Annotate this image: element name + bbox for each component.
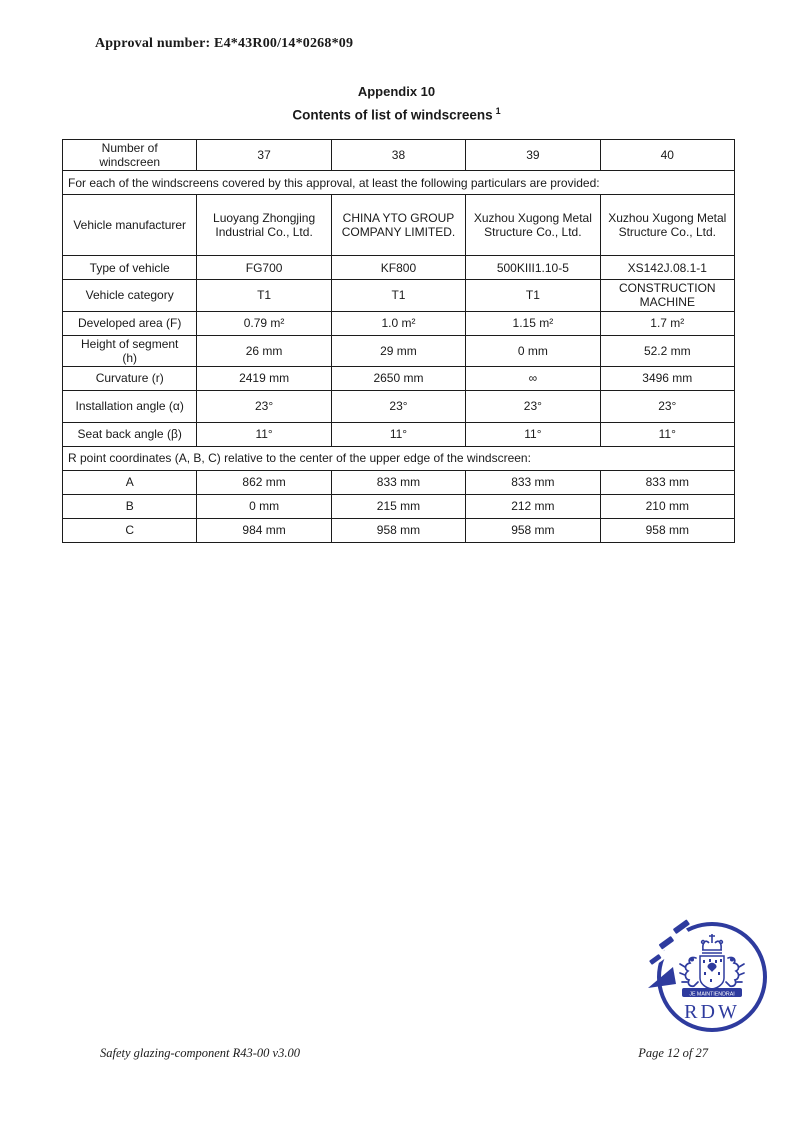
cell: 833 mm: [600, 470, 734, 494]
cell: 23°: [197, 390, 331, 422]
table-row: [63, 390, 735, 422]
row-label: Seat back angle (β): [63, 422, 197, 446]
table-row: [63, 256, 735, 280]
row-label: Curvature (r): [63, 366, 197, 390]
cell: 984 mm: [197, 518, 331, 542]
contents-title: [0, 106, 793, 123]
approval-number: Approval number: E4*43R00/14*0268*09: [95, 36, 354, 51]
row-label: C: [63, 518, 197, 542]
intro-text: For each of the windscreens covered by this approval, at least the following particulars are provided:: [63, 171, 735, 195]
cell: 11°: [466, 422, 600, 446]
table-row-header: [63, 140, 735, 171]
cell: 215 mm: [331, 494, 465, 518]
cell: 52.2 mm: [600, 335, 734, 366]
table-row-intro: [63, 171, 735, 195]
cell: 26 mm: [197, 335, 331, 366]
r-point-text: R point coordinates (A, B, C) relative to the center of the upper edge of the windscreen:: [63, 446, 735, 470]
cell: T1: [331, 280, 465, 311]
cell: 958 mm: [466, 518, 600, 542]
column-header: 38: [331, 140, 465, 171]
cell: 0.79 m²: [197, 311, 331, 335]
table-row: [63, 494, 735, 518]
cell: 23°: [466, 390, 600, 422]
cell: CHINA YTO GROUP COMPANY LIMITED.: [331, 195, 465, 256]
table-row: [63, 422, 735, 446]
cell: ∞: [466, 366, 600, 390]
table-row-rpoint: [63, 446, 735, 470]
row-label: Developed area (F): [63, 311, 197, 335]
cell: T1: [466, 280, 600, 311]
cell: 833 mm: [331, 470, 465, 494]
cell: 862 mm: [197, 470, 331, 494]
column-header: 39: [466, 140, 600, 171]
cell: 29 mm: [331, 335, 465, 366]
table-row: [63, 366, 735, 390]
cell: 833 mm: [466, 470, 600, 494]
cell: 0 mm: [197, 494, 331, 518]
table-row: [63, 195, 735, 256]
cell: 1.15 m²: [466, 311, 600, 335]
cell: 212 mm: [466, 494, 600, 518]
cell: T1: [197, 280, 331, 311]
footnote-marker: 1: [495, 106, 501, 116]
table-row: [63, 311, 735, 335]
table-row: [63, 518, 735, 542]
cell: 11°: [331, 422, 465, 446]
row-label: Type of vehicle: [63, 256, 197, 280]
cell: 11°: [197, 422, 331, 446]
row-label: Vehicle category: [63, 280, 197, 311]
appendix-title: Appendix 10: [357, 84, 436, 99]
windscreens-table: [62, 139, 735, 543]
cell: 2650 mm: [331, 366, 465, 390]
footer-document-id: Safety glazing-component R43-00 v3.00: [100, 1046, 300, 1060]
cell: 2419 mm: [197, 366, 331, 390]
row-label: Installation angle (α): [63, 390, 197, 422]
row-label: Vehicle manufacturer: [63, 195, 197, 256]
cell: Xuzhou Xugong Metal Structure Co., Ltd.: [600, 195, 734, 256]
cell: 958 mm: [331, 518, 465, 542]
cell: 11°: [600, 422, 734, 446]
rdw-logo: [646, 916, 778, 1038]
logo-wedge: [648, 967, 676, 988]
cell: 23°: [600, 390, 734, 422]
cell: XS142J.08.1-1: [600, 256, 734, 280]
cell: 210 mm: [600, 494, 734, 518]
cell: Xuzhou Xugong Metal Structure Co., Ltd.: [466, 195, 600, 256]
table-row: [63, 280, 735, 311]
cell: 958 mm: [600, 518, 734, 542]
row-label: B: [63, 494, 197, 518]
crown-icon: [702, 934, 723, 953]
row-label: Number of windscreen: [63, 140, 197, 171]
motto-text: JE MAINTIENDRAI: [689, 991, 735, 998]
column-header: 40: [600, 140, 734, 171]
cell: KF800: [331, 256, 465, 280]
lion-left-icon: [680, 957, 698, 986]
cell: Luoyang Zhongjing Industrial Co., Ltd.: [197, 195, 331, 256]
lion-right-icon: [726, 957, 744, 986]
cell: 23°: [331, 390, 465, 422]
logo-wordmark: RDW: [684, 1001, 740, 1023]
contents-title-text: Contents of list of windscreens: [292, 107, 493, 123]
page-footer: [0, 1046, 793, 1061]
cell: 1.7 m²: [600, 311, 734, 335]
table-row: [63, 470, 735, 494]
cell: FG700: [197, 256, 331, 280]
cell: 500KIII1.10-5: [466, 256, 600, 280]
cell: 0 mm: [466, 335, 600, 366]
row-label: Height of segment (h): [63, 335, 197, 366]
row-label: A: [63, 470, 197, 494]
cell: 3496 mm: [600, 366, 734, 390]
table-row: [63, 335, 735, 366]
column-header: 37: [197, 140, 331, 171]
footer-page-number: Page 12 of 27: [638, 1046, 708, 1060]
cell: CONSTRUCTION MACHINE: [600, 280, 734, 311]
cell: 1.0 m²: [331, 311, 465, 335]
